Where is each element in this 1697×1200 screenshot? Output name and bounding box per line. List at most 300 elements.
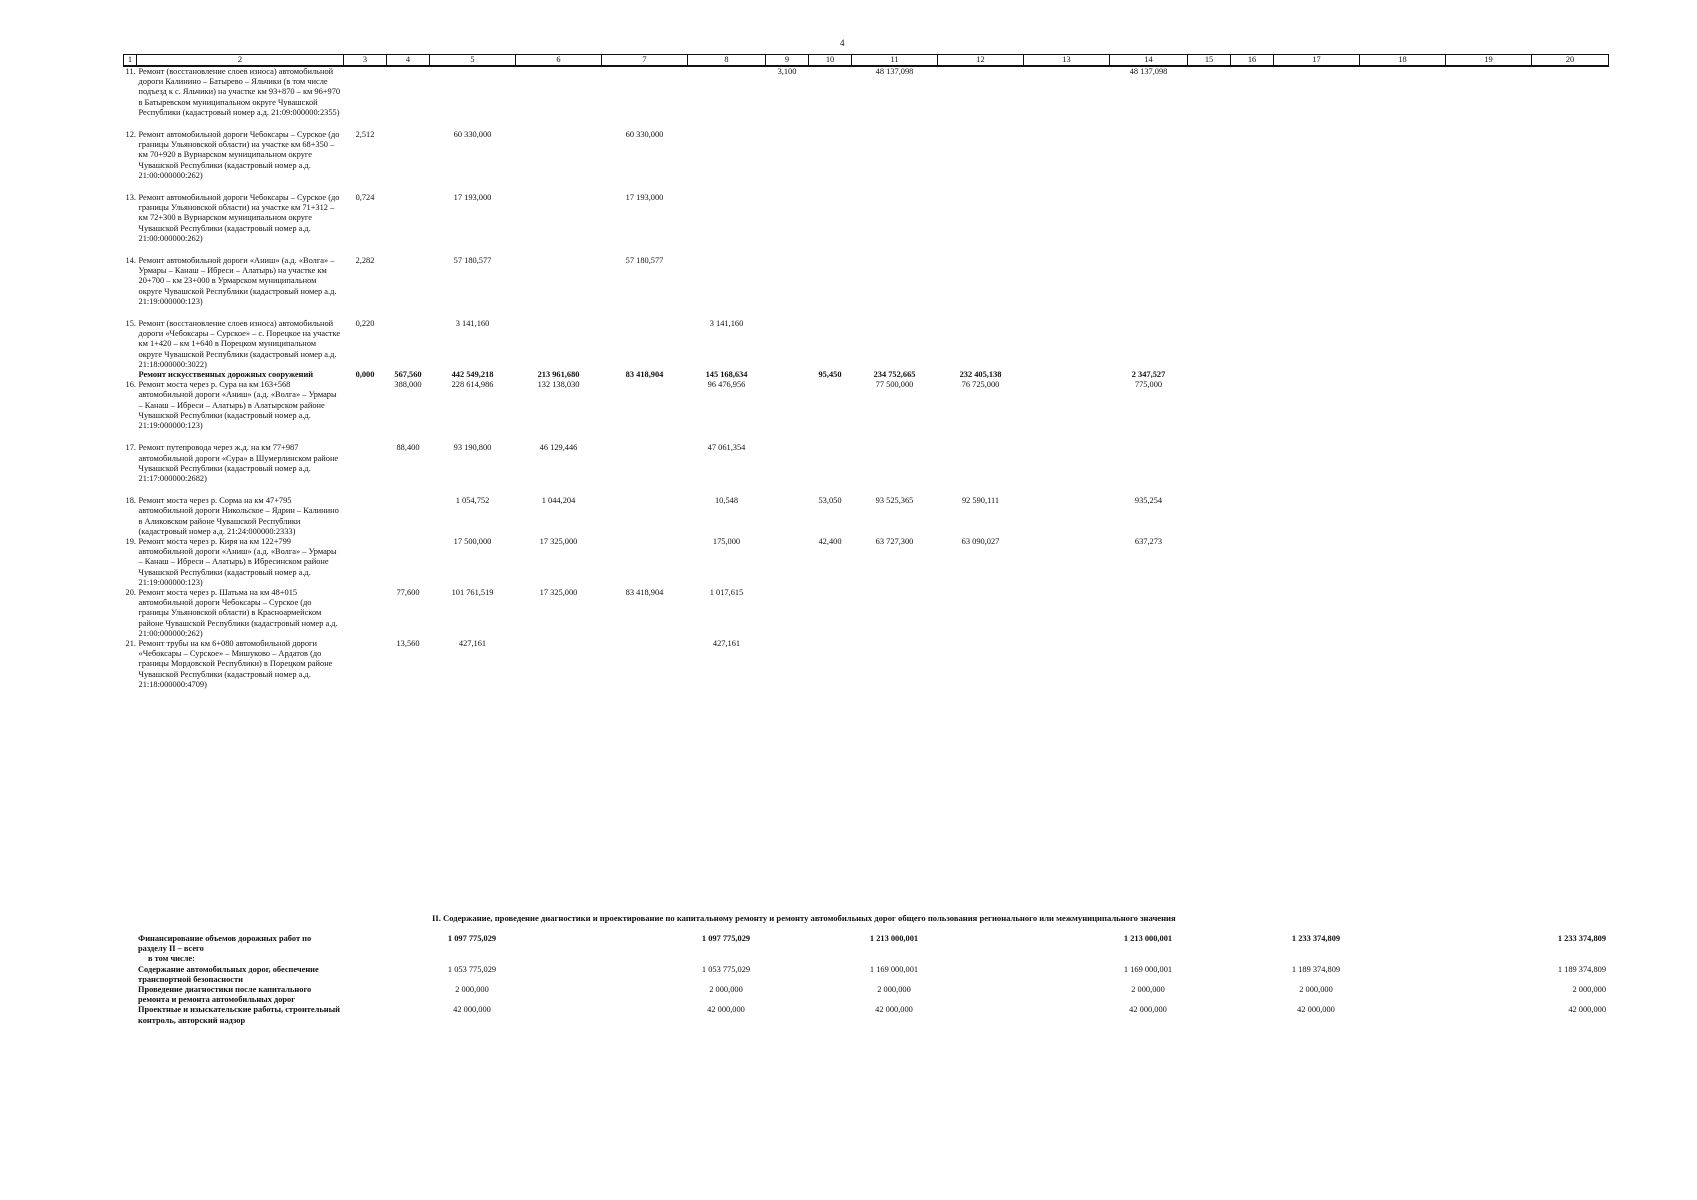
cell-empty	[1231, 443, 1274, 484]
cell-empty	[1231, 193, 1274, 244]
cell-c13	[1024, 130, 1110, 181]
cell-c11	[852, 319, 938, 370]
cell-c11	[852, 256, 938, 307]
cell-c5: 93 190,800	[453, 443, 492, 453]
table-row	[124, 193, 1609, 244]
summary-value-col14: 2 000,000	[1131, 985, 1165, 995]
cell-empty	[123, 965, 136, 985]
summary-description: Финансирование объемов дорожных работ по разделу II – всего	[138, 934, 312, 954]
column-header-14: 14	[1110, 55, 1188, 67]
cell-empty	[1274, 193, 1360, 244]
cell-empty	[1187, 934, 1230, 954]
cell-c14	[1110, 319, 1188, 370]
cell-c6: 17 325,000	[539, 536, 578, 546]
cell-c13	[1024, 370, 1110, 380]
column-header-9: 9	[766, 55, 809, 67]
cell-empty	[515, 934, 601, 954]
cell-c12	[938, 443, 1024, 484]
cell-c13	[1024, 443, 1110, 484]
cell-c9	[766, 639, 809, 690]
cell-c3	[344, 537, 387, 588]
cell-empty	[1187, 985, 1230, 1005]
cell-c6	[516, 130, 602, 181]
summary-value-col17: 42 000,000	[1297, 1005, 1335, 1015]
cell-empty	[1231, 496, 1274, 537]
cell-empty	[1532, 588, 1609, 639]
cell-empty	[1274, 588, 1360, 639]
cell-c5: 442 549,218	[451, 370, 494, 380]
cell-empty	[1445, 954, 1531, 964]
cell-c7	[602, 319, 688, 370]
cell-empty	[1359, 965, 1445, 985]
cell-empty	[1445, 965, 1531, 985]
table-row	[124, 66, 1609, 118]
summary-value-col5	[429, 954, 515, 964]
cell-empty	[808, 954, 851, 964]
cell-c10	[809, 639, 852, 690]
cell-c6: 1 044,204	[541, 496, 576, 506]
summary-row	[123, 954, 1608, 964]
row-description: Ремонт автомобильной дороги Чебоксары – Сурское (до границы Ульяновской области) на участке км 68+350 – км 70+920 в Вурнарском муниципальном округе Чувашской Республики (кадастровый номер а.д. 21:00:000000:262)	[138, 130, 340, 180]
row-number: 17.	[125, 443, 136, 453]
cell-c6	[516, 256, 602, 307]
column-header-4: 4	[387, 55, 430, 67]
cell-empty	[1532, 256, 1609, 307]
summary-value-col5: 1 097 775,029	[447, 934, 497, 943]
column-header-6: 6	[516, 55, 602, 67]
summary-value-col11	[851, 954, 937, 964]
row-description: Ремонт автомобильной дороги Чебоксары – Сурское (до границы Ульяновской области) на участке км 71+312 – км 72+300 в Вурнарском муниципальном округе Чувашской Республики (кадастровый номер а.д. 21:00:000000:262)	[138, 193, 340, 243]
cell-empty	[386, 934, 429, 954]
cell-c9	[766, 496, 809, 537]
table-row	[124, 319, 1609, 370]
cell-empty	[1274, 443, 1360, 484]
cell-c9	[766, 537, 809, 588]
cell-c12	[938, 66, 1024, 118]
cell-empty	[1231, 319, 1274, 370]
cell-empty	[1274, 537, 1360, 588]
cell-c11: 48 137,098	[875, 67, 914, 76]
row-description: Ремонт трубы на км 6+080 автомобильной дороги «Чебоксары – Сурское» – Мишуково – Ардатов (до границы Мордовской Республики) в Порецком районе Чувашской Республики (кадастровый номер а.д. 21:18:000000:4709)	[138, 638, 333, 689]
cell-empty	[1023, 985, 1109, 1005]
cell-c9	[766, 256, 809, 307]
cell-c13	[1024, 496, 1110, 537]
column-header-12: 12	[938, 55, 1024, 67]
cell-empty	[1188, 256, 1231, 307]
cell-c3: 2,282	[355, 256, 375, 266]
cell-c14: 775,000	[1134, 380, 1163, 390]
cell-c3: 2,512	[355, 130, 375, 140]
cell-empty	[765, 954, 808, 964]
row-spacer	[124, 431, 1609, 443]
cell-c14: 2 347,527	[1131, 370, 1166, 380]
cell-empty	[1532, 130, 1609, 181]
cell-empty	[808, 985, 851, 1005]
cell-empty	[1187, 965, 1230, 985]
cell-c4: 88,400	[396, 443, 420, 453]
column-header-7: 7	[602, 55, 688, 67]
cell-empty	[515, 954, 601, 964]
row-number: 19.	[125, 536, 136, 546]
cell-c9	[766, 380, 809, 431]
cell-c8: 427,161	[712, 638, 741, 648]
cell-c3	[344, 588, 387, 639]
cell-empty	[1230, 934, 1273, 954]
cell-empty	[1446, 443, 1532, 484]
table-row	[124, 130, 1609, 181]
cell-c10	[809, 380, 852, 431]
column-header-19: 19	[1446, 55, 1532, 67]
cell-empty	[386, 965, 429, 985]
cell-c3: 0,000	[355, 370, 375, 380]
cell-empty	[386, 954, 429, 964]
row-number: 18.	[125, 496, 136, 506]
row-number: 14.	[125, 256, 136, 266]
cell-empty	[1274, 380, 1360, 431]
cell-empty	[1446, 193, 1532, 244]
cell-empty	[601, 1005, 687, 1025]
cell-empty	[1231, 130, 1274, 181]
cell-empty	[1360, 443, 1446, 484]
cell-c6	[516, 193, 602, 244]
cell-c10	[809, 256, 852, 307]
cell-empty	[1359, 985, 1445, 1005]
column-header-13: 13	[1024, 55, 1110, 67]
table-row	[124, 380, 1609, 431]
cell-c14	[1110, 443, 1188, 484]
page-number: 4	[840, 38, 845, 48]
column-header-8: 8	[688, 55, 766, 67]
column-header-15: 15	[1188, 55, 1231, 67]
cell-c13	[1024, 380, 1110, 431]
cell-c14	[1110, 588, 1188, 639]
cell-c12: 232 405,138	[959, 370, 1002, 380]
cell-empty	[343, 965, 386, 985]
row-number	[124, 370, 137, 380]
row-number: 15.	[125, 319, 136, 329]
cell-c10: 95,450	[818, 370, 842, 380]
cell-c12: 63 090,027	[961, 536, 1000, 546]
column-number-header	[124, 55, 1609, 67]
cell-empty	[1274, 66, 1360, 118]
row-number: 16.	[125, 380, 136, 390]
cell-empty	[123, 934, 136, 954]
column-header-10: 10	[809, 55, 852, 67]
summary-row	[123, 1005, 1608, 1025]
cell-c7	[602, 380, 688, 431]
cell-c4	[387, 66, 430, 118]
cell-empty	[937, 954, 1023, 964]
cell-c12	[938, 319, 1024, 370]
cell-empty	[1231, 639, 1274, 690]
cell-c13	[1024, 66, 1110, 118]
summary-value-col17	[1273, 954, 1359, 964]
table-row	[124, 588, 1609, 639]
cell-c3: 0,220	[355, 319, 375, 329]
summary-value-col11: 42 000,000	[875, 1005, 913, 1015]
cell-c5: 228 614,986	[451, 380, 494, 390]
cell-c7: 83 418,904	[625, 587, 664, 597]
cell-c9	[766, 370, 809, 380]
cell-c8: 3 141,160	[709, 319, 744, 329]
cell-c9	[766, 443, 809, 484]
cell-c4	[387, 537, 430, 588]
cell-c6: 17 325,000	[539, 587, 578, 597]
row-description: Ремонт путепровода через ж.д. на км 77+987 автомобильной дороги «Сура» в Шумерлинском районе Чувашской Республики (кадастровый номер а.д. 21:17:000000:2682)	[138, 443, 339, 483]
cell-empty	[123, 954, 136, 964]
cell-c13	[1024, 256, 1110, 307]
cell-c10	[809, 588, 852, 639]
cell-c8: 175,000	[712, 536, 741, 546]
column-header-17: 17	[1274, 55, 1360, 67]
cell-empty	[386, 985, 429, 1005]
row-description: Ремонт (восстановление слоев износа) автомобильной дороги «Чебоксары – Сурское» – с. Порецкое на участке км 1+420 – км 1+640 в Порецком муниципальном округе Чувашской Республики (кадастровый номер а.д. 21:18:000000:3022)	[138, 319, 341, 369]
summary-value-col5: 1 053 775,029	[447, 964, 497, 974]
cell-empty	[1188, 66, 1231, 118]
cell-c4	[387, 193, 430, 244]
cell-c8: 145 168,634	[705, 370, 748, 380]
cell-c12: 76 725,000	[961, 380, 1000, 390]
cell-c13	[1024, 193, 1110, 244]
cell-empty	[1231, 380, 1274, 431]
cell-empty	[601, 954, 687, 964]
cell-empty	[1023, 1005, 1109, 1025]
cell-empty	[1360, 66, 1446, 118]
cell-empty	[1532, 370, 1609, 380]
cell-empty	[1274, 496, 1360, 537]
column-header-20: 20	[1532, 55, 1609, 67]
cell-empty	[1360, 537, 1446, 588]
cell-c14: 935,254	[1134, 496, 1163, 506]
cell-c6: 213 961,680	[537, 370, 580, 380]
section-title: II. Содержание, проведение диагностики и проектирование по капитальному ремонту и ремонту автомобильных дорог общего пользования регионального или межмуниципального значения	[432, 913, 1176, 923]
cell-empty	[1231, 66, 1274, 118]
summary-value-col20: 2 000,000	[1572, 985, 1606, 995]
cell-empty	[1532, 496, 1609, 537]
summary-value-col20	[1531, 954, 1608, 964]
summary-value-col14	[1109, 954, 1187, 964]
cell-c8: 10,548	[714, 496, 739, 506]
cell-c12	[938, 256, 1024, 307]
cell-empty	[1360, 380, 1446, 431]
cell-c9	[766, 588, 809, 639]
summary-value-col5: 42 000,000	[453, 1005, 491, 1015]
summary-row	[123, 934, 1608, 954]
cell-c8: 1 017,615	[709, 587, 744, 597]
cell-empty	[1446, 588, 1532, 639]
cell-c7: 60 330,000	[625, 130, 664, 140]
cell-empty	[1274, 639, 1360, 690]
cell-c7	[602, 66, 688, 118]
cell-empty	[123, 985, 136, 1005]
column-header-18: 18	[1360, 55, 1446, 67]
cell-empty	[1360, 193, 1446, 244]
cell-c12	[938, 130, 1024, 181]
row-spacer	[124, 118, 1609, 130]
cell-c9	[766, 130, 809, 181]
cell-c12	[938, 639, 1024, 690]
cell-c13	[1024, 588, 1110, 639]
cell-c4	[387, 256, 430, 307]
cell-c12	[938, 588, 1024, 639]
cell-empty	[1360, 256, 1446, 307]
cell-c8: 96 476,956	[707, 380, 746, 390]
cell-empty	[1230, 954, 1273, 964]
cell-c14	[1110, 193, 1188, 244]
cell-empty	[808, 934, 851, 954]
row-description: Ремонт (восстановление слоев износа) автомобильной дороги Калинино – Батырево – Яльчики (в том числе подъезд к с. Яльчики) на участке км 93+870 – км 96+970 в Батыревском муниципальном округе Чувашской Республики (кадастровый номер а.д. 21:09:000000:2355)	[138, 67, 341, 117]
cell-empty	[1188, 130, 1231, 181]
cell-c10	[809, 130, 852, 181]
summary-value-col14: 1 169 000,001	[1123, 964, 1173, 974]
cell-c3	[344, 66, 387, 118]
cell-c14	[1110, 256, 1188, 307]
summary-value-col8	[687, 954, 765, 964]
column-header-5: 5	[430, 55, 516, 67]
cell-empty	[1445, 985, 1531, 1005]
cell-empty	[1274, 370, 1360, 380]
row-spacer	[124, 181, 1609, 193]
summary-description: Содержание автомобильных дорог, обеспечение транспортной безопасности	[138, 964, 319, 984]
cell-empty	[1532, 443, 1609, 484]
cell-c3	[344, 639, 387, 690]
cell-c7	[602, 496, 688, 537]
cell-empty	[1532, 537, 1609, 588]
cell-empty	[1230, 965, 1273, 985]
cell-empty	[1187, 1005, 1230, 1025]
cell-c14	[1110, 639, 1188, 690]
cell-empty	[1532, 380, 1609, 431]
cell-empty	[1446, 66, 1532, 118]
cell-c5: 101 761,519	[451, 587, 494, 597]
row-description: Ремонт автомобильной дороги «Аниш» (а.д. «Волга» – Урмары – Канаш – Ибреси – Алатырь) на участке км 20+700 – км 23+000 в Урмарском муниципальном округе Чувашской Республики (кадастровый номер а.д. 21:19:000000:123)	[138, 256, 337, 306]
cell-empty	[1446, 370, 1532, 380]
row-description: Ремонт моста через р. Сорма на км 47+795 автомобильной дороги Никольское – Ядрин – Калинино в Аликовском районе Чувашской Республики (кадастровый номер а.д. 21:24:000000:2333)	[138, 496, 339, 536]
summary-value-col8: 2 000,000	[709, 985, 743, 995]
cell-c8	[688, 130, 766, 181]
row-description: Ремонт моста через р. Шатьма на км 48+015 автомобильной дороги Чебоксары – Сурское (до границы Ульяновской области) в Красноармейском районе Чувашской Республики (кадастровый номер а.д. 21:00:000000:262)	[138, 587, 338, 638]
cell-empty	[1532, 639, 1609, 690]
column-header-2: 2	[137, 55, 344, 67]
summary-row	[123, 985, 1608, 1005]
cell-c5	[430, 66, 516, 118]
cell-c14: 48 137,098	[1129, 67, 1168, 76]
row-description: Ремонт моста через р. Киря на км 122+799 автомобильной дороги «Аниш» (а.д. «Волга» – Урмары – Канаш – Ибреси – Алатырь) в Ибресинском районе Чувашской Республики (кадастровый номер а.д. 21:19:000000:123)	[138, 536, 337, 587]
cell-empty	[515, 1005, 601, 1025]
cell-empty	[1274, 130, 1360, 181]
table-row	[124, 496, 1609, 537]
cell-empty	[1230, 1005, 1273, 1025]
cell-empty	[601, 985, 687, 1005]
cell-empty	[1360, 588, 1446, 639]
cell-empty	[601, 934, 687, 954]
cell-empty	[1446, 256, 1532, 307]
cell-c5: 3 141,160	[455, 319, 490, 329]
column-header-1: 1	[124, 55, 137, 67]
cell-c8	[688, 256, 766, 307]
row-number: 13.	[125, 193, 136, 203]
summary-value-col5: 2 000,000	[455, 985, 489, 995]
cell-c12: 92 590,111	[961, 496, 1000, 506]
cell-empty	[515, 985, 601, 1005]
cell-c11: 63 727,300	[875, 536, 914, 546]
cell-c11	[852, 193, 938, 244]
cell-c12	[938, 193, 1024, 244]
cell-c6	[516, 66, 602, 118]
summary-value-col11: 1 213 000,001	[869, 934, 919, 943]
summary-row	[123, 965, 1608, 985]
cell-empty	[1532, 193, 1609, 244]
cell-empty	[1360, 319, 1446, 370]
summary-description: Проектные и изыскательские работы, строительный контроль, авторский надзор	[138, 1005, 340, 1025]
cell-c13	[1024, 639, 1110, 690]
cell-c4	[387, 130, 430, 181]
summary-value-col17: 1 233 374,809	[1291, 934, 1341, 943]
cell-empty	[1274, 319, 1360, 370]
cell-c3	[344, 496, 387, 537]
cell-empty	[601, 965, 687, 985]
cell-c6	[516, 319, 602, 370]
summary-value-col8: 42 000,000	[707, 1005, 745, 1015]
cell-c5: 17 193,000	[453, 193, 492, 203]
cell-empty	[1446, 130, 1532, 181]
cell-c7	[602, 443, 688, 484]
cell-c5: 60 330,000	[453, 130, 492, 140]
cell-c10: 53,050	[818, 496, 842, 506]
cell-c10	[809, 319, 852, 370]
cell-empty	[1187, 954, 1230, 964]
cell-c6: 132 138,030	[537, 380, 580, 390]
cell-c4	[387, 319, 430, 370]
cell-c6: 46 129,446	[539, 443, 578, 453]
cell-empty	[765, 985, 808, 1005]
row-spacer	[124, 307, 1609, 319]
row-description: Ремонт искусственных дорожных сооружений	[138, 370, 314, 380]
cell-c10	[809, 443, 852, 484]
cell-empty	[1532, 319, 1609, 370]
cell-c4	[387, 496, 430, 537]
cell-empty	[1359, 934, 1445, 954]
cell-empty	[1360, 370, 1446, 380]
cell-empty	[1446, 639, 1532, 690]
cell-empty	[1188, 380, 1231, 431]
cell-c3	[344, 443, 387, 484]
cell-c10	[809, 193, 852, 244]
cell-empty	[1188, 443, 1231, 484]
cell-c4: 13,560	[396, 638, 420, 648]
summary-table	[123, 934, 1608, 1026]
summary-description: в том числе:	[148, 954, 195, 964]
row-spacer	[124, 244, 1609, 256]
cell-empty	[343, 1005, 386, 1025]
cell-empty	[937, 1005, 1023, 1025]
cell-empty	[765, 965, 808, 985]
cell-empty	[808, 965, 851, 985]
table-row	[124, 256, 1609, 307]
cell-c6	[516, 639, 602, 690]
cell-empty	[937, 965, 1023, 985]
cell-empty	[1188, 193, 1231, 244]
cell-empty	[937, 934, 1023, 954]
cell-empty	[1188, 588, 1231, 639]
summary-body	[123, 934, 1608, 1026]
summary-value-col14: 1 213 000,001	[1123, 934, 1173, 943]
cell-empty	[123, 1005, 136, 1025]
cell-c7	[602, 639, 688, 690]
cell-empty	[1023, 934, 1109, 954]
cell-c10	[809, 66, 852, 118]
cell-empty	[1446, 496, 1532, 537]
